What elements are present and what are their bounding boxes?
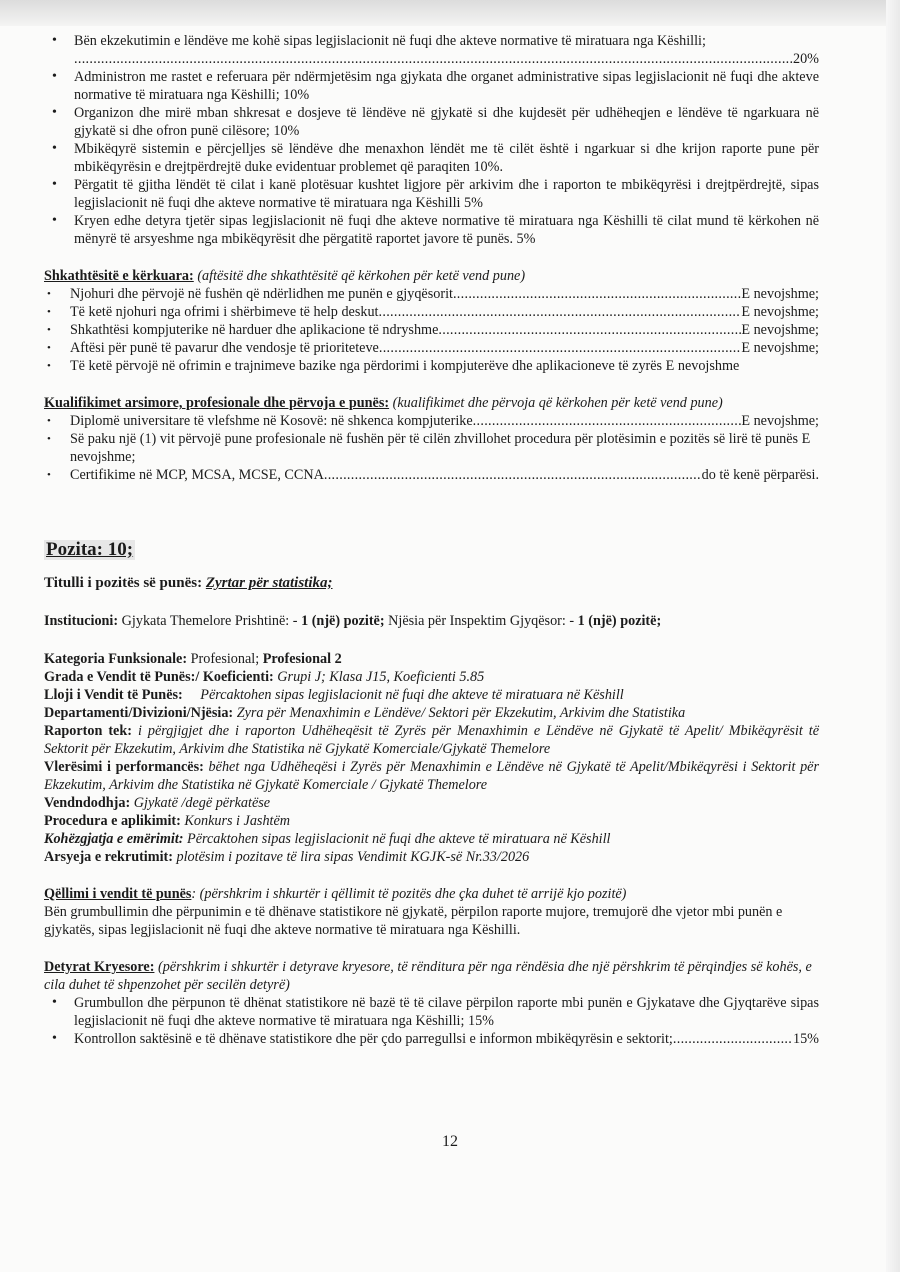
main-duties-list — [44, 994, 819, 1048]
procedure-line: Procedura e aplikimit: Konkurs i Jashtëm — [44, 813, 291, 829]
qualification-item: • Diplomë universitare të vlefshme në Kosovë: në shkenca kompjuterike ..... E nevojshme; — [44, 412, 819, 430]
qualification-requirement: E nevojshme; — [70, 431, 811, 465]
purpose-text: Bën grumbullimin dhe përpunimin e të dhënave statistikore në gjykatë, përpilon raporte mujore, tremujorë dhe vjetor mbi punën e gjykatës, sipas legjislacionit në fuqi dhe akteve normative të miratuara nga Këshilli. — [44, 904, 783, 938]
qualifications-heading: Kualifikimet arsimore, profesionale dhe përvoja e punës: (kualifikimet dhe përvoja që kërkohen për ketë vend pune) — [44, 395, 723, 411]
skill-requirement: E nevojshme — [665, 358, 740, 374]
position-label: Pozita: 10; — [46, 539, 134, 560]
qualification-item: • Certifikime në MCP, MCSA, MCSE, CCNA ..... do të kenë përparësi. — [44, 466, 819, 484]
duty-percentage: 5% — [464, 195, 483, 211]
duty-percentage: 10% — [273, 123, 300, 139]
skill-item: • Aftësi për punë të pavarur dhe vendosje të prioriteteve ..... E nevojshme; — [44, 339, 819, 357]
category-line: Kategoria Funksionale: Profesional; Profesional 2 — [44, 651, 342, 667]
reason-line: Arsyeja e rekrutimit: plotësim i pozitave të lira sipas Vendimit KGJK-së Nr.33/2026 — [44, 849, 530, 865]
skills-heading: Shkathtësitë e kërkuara: (aftësitë dhe shkathtësitë që kërkohen për ketë vend pune) — [44, 268, 526, 284]
performance-line: Vlerësimi i performancës: bëhet nga Udhëheqësi i Zyrës për Menaxhimin e Lëndëve në Gjykatë të Apelit/Mbikëqyrësi i Sektorit për Ekzekutim, Arkivim dhe Statistika në Gjykatë Komerciale / Gjykatë Themelore — [44, 759, 819, 793]
duty-percentage: 10%. — [473, 159, 504, 175]
duties-list-top — [44, 32, 819, 248]
main-duties-heading: Detyrat Kryesore: (përshkrim i shkurtër i detyrave kryesore, të rënditura për nga rëndësia dhe një përshkrim të përqindjes së kohës, e cila duhet të shpenzohet për secilën detyrë) — [44, 959, 812, 993]
skill-item: • Shkathtësi kompjuterike në harduer dhe aplikacione të ndryshme ..... E nevojshme; — [44, 321, 819, 339]
duty-item: • Përgatit të gjitha lëndët të cilat i kanë plotësuar kushtet ligjore për arkivim dhe i raporton te mbikëqyrësi i drejtpërdrejtë, sipas legjislacionit në fuqi dhe akteve normative të miratuara nga Këshilli 5% — [44, 176, 819, 212]
skill-item: • Të ketë përvojë në ofrimin e trajnimeve bazike nga përdorimi i kompjuterëve dhe aplikacioneve të zyrës E nevojshme — [44, 357, 819, 375]
department-line: Departamenti/Divizioni/Njësia: Zyra për Menaxhimin e Lëndëve/ Sektori për Ekzekutim, Arkivim dhe Statistika — [44, 705, 686, 721]
page-content — [44, 32, 819, 1048]
duration-line: Kohëzgjatja e emërimit: Përcaktohen sipas legjislacionit në fuqi dhe akteve të miratuara në Këshill — [44, 831, 611, 847]
grade-line: Grada e Vendit të Punës:/ Koeficienti: Grupi J; Klasa J15, Koeficienti 5.85 — [44, 669, 485, 685]
scan-edge — [886, 0, 900, 1272]
duty-item: • Grumbullon dhe përpunon të dhënat statistikore në bazë të të cilave përpilon raporte mbi punën e Gjykatave dhe Gjyqtarëve sipas legjislacionit në fuqi dhe akteve normative të miratuara nga Këshilli; 15% — [44, 994, 819, 1030]
location-line: Vendndodhja: Gjykatë /degë përkatëse — [44, 795, 271, 811]
institution-line: Institucioni: Gjykata Themelore Prishtinë: - 1 (një) pozitë; Njësia për Inspektim Gjyqësor: - 1 (një) pozitë; — [44, 613, 662, 629]
purpose-heading: Qëllimi i vendit të punës: (përshkrim i shkurtër i qëllimit të pozitës dhe çka duhet të arrijë kjo pozitë) — [44, 886, 627, 902]
qualification-item: • Së paku një (1) vit përvojë pune profesionale në fushën për të cilën zhvillohet procedura për plotësimin e pozitës së lirë të punës E nevojshme; — [44, 430, 819, 466]
qualifications-list — [44, 412, 819, 484]
duty-item: • Administron me rastet e referuara për ndërmjetësim nga gjykata dhe organet administrative sipas legjislacionit në fuqi dhe akteve normative të miratuara nga Këshilli; 10% — [44, 68, 819, 104]
duty-percentage: 15% — [467, 1013, 494, 1029]
duty-item: • Kontrollon saktësinë e të dhënave statistikore dhe për çdo parregullsi e informon mbikëqyrësin e sektorit; ..... 15% — [44, 1030, 819, 1048]
duty-percentage: 10% — [283, 87, 310, 103]
duty-percentage: 5% — [516, 231, 536, 247]
skill-item: • Njohuri dhe përvojë në fushën që ndërlidhen me punën e gjyqësorit ..... E nevojshme; — [44, 285, 819, 303]
type-line: Lloji i Vendit të Punës: Përcaktohen sipas legjislacionit në fuqi dhe akteve të miratuara në Këshill — [44, 687, 624, 703]
position-title: Titulli i pozitës së punës: Zyrtar për statistika; — [44, 575, 333, 591]
duty-percentage: 20% — [792, 51, 819, 67]
duty-item: • Mbikëqyrë sistemin e përcjelljes së lëndëve dhe menaxhon lëndët me të cilët është i ngarkuar si dhe krijon raporte pune për mbikëqyrësin e drejtpërdrejtë duke evidentuar problemet që paraqiten 10%. — [44, 140, 819, 176]
duty-item: • Bën ekzekutimin e lëndëve me kohë sipas legjislacionit në fuqi dhe akteve normative të miratuara nga Këshilli; ..... 20% — [44, 32, 819, 68]
duty-item: • Kryen edhe detyra tjetër sipas legjislacionit në fuqi dhe akteve normative të miratuara nga Këshilli të cilat mund të kërkohen në mënyrë të arsyeshme nga mbikëqyrësit dhe përgatitë raportet javore të punës. 5% — [44, 212, 819, 248]
page-number: 12 — [442, 1133, 458, 1150]
skill-item: • Të ketë njohuri nga ofrimi i shërbimeve të help deskut ..... E nevojshme; — [44, 303, 819, 321]
scan-shadow — [0, 0, 900, 26]
duty-percentage: 15% — [792, 1031, 819, 1047]
duty-item: • Organizon dhe mirë mban shkresat e dosjeve të lëndëve në gjykatë si dhe kujdesët për udhëheqjen e lëndëve të ngarkuara në gjykatë si dhe ofron punë cilësore; 10% — [44, 104, 819, 140]
skills-list — [44, 285, 819, 375]
report-line: Raporton tek: i përgjigjet dhe i raporton Udhëheqësit të Zyrës për Menaxhimin e Lëndëve në Gjykatë të Apelit/ Mbikëqyrësit të Sektorit për Ekzekutim, Arkivim dhe Statistika në Gjykatë Komerciale/Gjykatë Themelore — [44, 723, 820, 757]
